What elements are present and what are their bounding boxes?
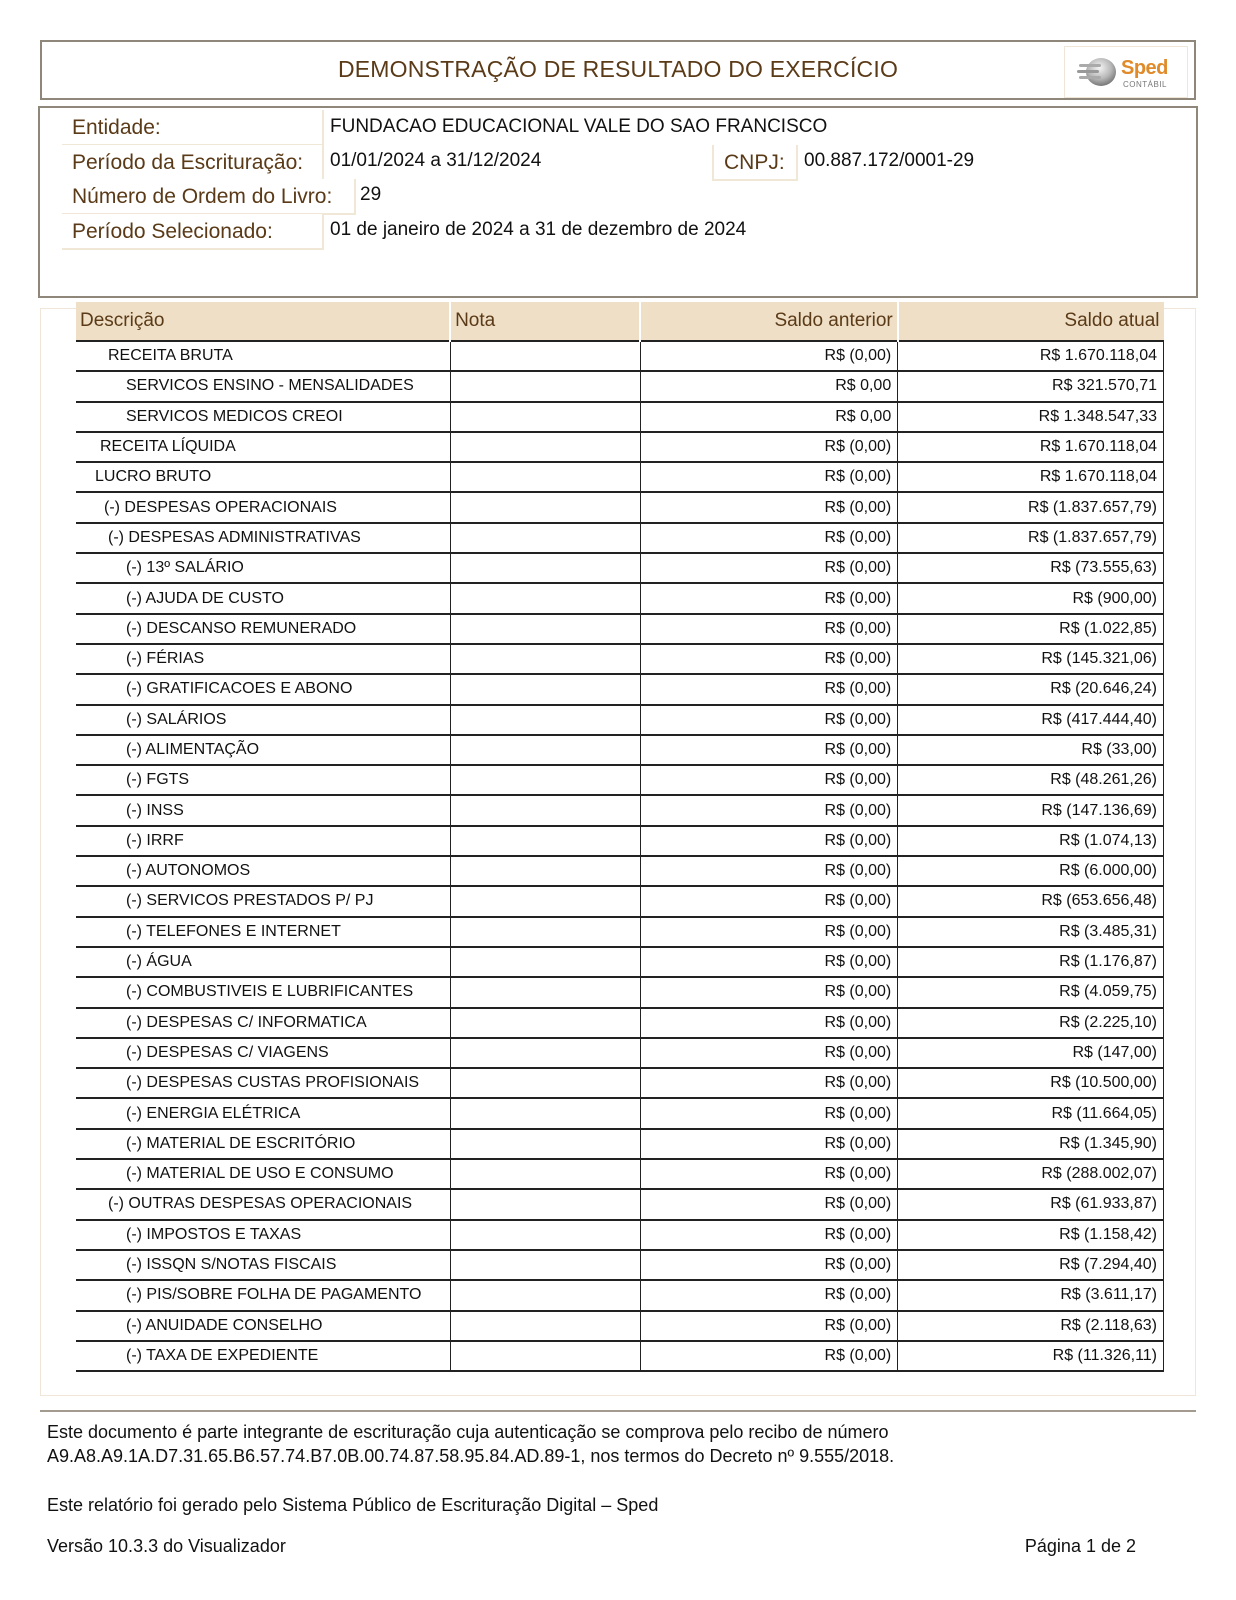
periodo-escrituracao-label: Período da Escrituração:	[62, 145, 324, 181]
periodo-escrituracao-value: 01/01/2024 a 31/12/2024	[330, 150, 542, 171]
cell-saldo-atual: R$ (10.500,00)	[898, 1068, 1164, 1098]
cell-saldo-atual: R$ (2.118,63)	[898, 1311, 1164, 1341]
cell-descricao: (-) DESPESAS C/ VIAGENS	[76, 1038, 450, 1068]
table-row	[76, 614, 1164, 644]
cell-saldo-atual: R$ (288.002,07)	[898, 1159, 1164, 1189]
auth-text-line1: Este documento é parte integrante de escrituração cuja autenticação se comprova pelo recibo de número	[47, 1422, 889, 1442]
cell-saldo-atual: R$ (1.022,85)	[898, 614, 1164, 644]
cell-nota	[450, 1280, 640, 1310]
table-row	[76, 523, 1164, 553]
cell-nota	[450, 1341, 640, 1371]
cell-descricao: (-) ALIMENTAÇÃO	[76, 735, 450, 765]
page-title: DEMONSTRAÇÃO DE RESULTADO DO EXERCÍCIO	[337, 56, 899, 82]
cell-nota	[450, 341, 640, 371]
cell-nota	[450, 492, 640, 522]
cell-descricao: SERVICOS MEDICOS CREOI	[76, 402, 450, 432]
cell-saldo-atual: R$ (2.225,10)	[898, 1008, 1164, 1038]
cell-saldo-anterior: R$ (0,00)	[640, 856, 898, 886]
cell-nota	[450, 795, 640, 825]
cell-descricao: (-) GRATIFICACOES E ABONO	[76, 674, 450, 704]
dre-table	[76, 302, 1164, 1372]
col-header-saldo-anterior: Saldo anterior	[640, 302, 898, 341]
cell-nota	[450, 1250, 640, 1280]
cell-saldo-atual: R$ (48.261,26)	[898, 765, 1164, 795]
cell-saldo-anterior: R$ (0,00)	[640, 977, 898, 1007]
cell-saldo-anterior: R$ (0,00)	[640, 765, 898, 795]
cell-saldo-anterior: R$ 0,00	[640, 402, 898, 432]
cell-saldo-anterior: R$ (0,00)	[640, 735, 898, 765]
cell-descricao: (-) SERVICOS PRESTADOS P/ PJ	[76, 886, 450, 916]
sped-contabil-logo	[1064, 46, 1188, 98]
cell-descricao: (-) INSS	[76, 795, 450, 825]
cell-saldo-anterior: R$ (0,00)	[640, 1129, 898, 1159]
cell-saldo-atual: R$ (11.664,05)	[898, 1098, 1164, 1128]
cell-saldo-anterior: R$ (0,00)	[640, 1280, 898, 1310]
cell-saldo-anterior: R$ (0,00)	[640, 674, 898, 704]
table-row	[76, 644, 1164, 674]
cell-nota	[450, 1008, 640, 1038]
cell-descricao: (-) FGTS	[76, 765, 450, 795]
cell-saldo-anterior: R$ (0,00)	[640, 795, 898, 825]
cell-saldo-anterior: R$ (0,00)	[640, 492, 898, 522]
cell-saldo-anterior: R$ (0,00)	[640, 1220, 898, 1250]
cell-saldo-anterior: R$ (0,00)	[640, 705, 898, 735]
table-row	[76, 553, 1164, 583]
cell-descricao: (-) DESPESAS ADMINISTRATIVAS	[76, 523, 450, 553]
table-row	[76, 1220, 1164, 1250]
cell-descricao: (-) DESCANSO REMUNERADO	[76, 614, 450, 644]
logo-subtitle: CONTÁBIL	[1123, 80, 1168, 89]
cell-saldo-atual: R$ (900,00)	[898, 583, 1164, 613]
cell-saldo-atual: R$ (417.444,40)	[898, 705, 1164, 735]
cell-descricao: LUCRO BRUTO	[76, 462, 450, 492]
table-row	[76, 1250, 1164, 1280]
entidade-label: Entidade:	[62, 110, 324, 146]
cell-saldo-anterior: R$ (0,00)	[640, 523, 898, 553]
cell-descricao: (-) MATERIAL DE USO E CONSUMO	[76, 1159, 450, 1189]
cell-saldo-atual: R$ (11.326,11)	[898, 1341, 1164, 1371]
table-row	[76, 1068, 1164, 1098]
cell-saldo-atual: R$ 1.670.118,04	[898, 462, 1164, 492]
cell-saldo-anterior: R$ (0,00)	[640, 917, 898, 947]
col-header-descricao: Descrição	[76, 302, 450, 341]
cell-descricao: (-) COMBUSTIVEIS E LUBRIFICANTES	[76, 977, 450, 1007]
cell-saldo-anterior: R$ (0,00)	[640, 886, 898, 916]
sped-sphere-icon	[1075, 57, 1119, 87]
cell-nota	[450, 735, 640, 765]
table-row	[76, 917, 1164, 947]
cell-nota	[450, 947, 640, 977]
logo-brand: Sped	[1121, 57, 1168, 79]
cell-saldo-atual: R$ (3.611,17)	[898, 1280, 1164, 1310]
cell-nota	[450, 523, 640, 553]
cell-saldo-anterior: R$ (0,00)	[640, 1311, 898, 1341]
table-row	[76, 1008, 1164, 1038]
report-header	[40, 40, 1196, 100]
cell-saldo-anterior: R$ (0,00)	[640, 462, 898, 492]
cell-saldo-atual: R$ (1.158,42)	[898, 1220, 1164, 1250]
table-row	[76, 402, 1164, 432]
cnpj-value: 00.887.172/0001-29	[804, 150, 975, 171]
cell-nota	[450, 886, 640, 916]
cell-descricao: (-) DESPESAS OPERACIONAIS	[76, 492, 450, 522]
table-row	[76, 1341, 1164, 1371]
cell-saldo-atual: R$ (20.646,24)	[898, 674, 1164, 704]
table-row	[76, 674, 1164, 704]
cell-descricao: (-) PIS/SOBRE FOLHA DE PAGAMENTO	[76, 1280, 450, 1310]
cell-saldo-atual: R$ 1.670.118,04	[898, 432, 1164, 462]
cell-descricao: SERVICOS ENSINO - MENSALIDADES	[76, 371, 450, 401]
cell-descricao: (-) OUTRAS DESPESAS OPERACIONAIS	[76, 1189, 450, 1219]
cell-descricao: (-) SALÁRIOS	[76, 705, 450, 735]
cnpj-label: CNPJ:	[712, 145, 798, 181]
table-row	[76, 765, 1164, 795]
cell-descricao: RECEITA BRUTA	[76, 341, 450, 371]
cell-descricao: (-) MATERIAL DE ESCRITÓRIO	[76, 1129, 450, 1159]
cell-descricao: (-) ANUIDADE CONSELHO	[76, 1311, 450, 1341]
cell-saldo-atual: R$ (33,00)	[898, 735, 1164, 765]
table-row	[76, 1159, 1164, 1189]
cell-saldo-anterior: R$ (0,00)	[640, 1008, 898, 1038]
cell-saldo-atual: R$ (1.837.657,79)	[898, 523, 1164, 553]
cell-descricao: RECEITA LÍQUIDA	[76, 432, 450, 462]
table-row	[76, 432, 1164, 462]
table-row	[76, 1129, 1164, 1159]
cell-descricao: (-) ENERGIA ELÉTRICA	[76, 1098, 450, 1128]
version-text: Versão 10.3.3 do Visualizador	[47, 1536, 286, 1556]
table-header-row	[76, 302, 1164, 341]
cell-saldo-atual: R$ (3.485,31)	[898, 917, 1164, 947]
cell-saldo-anterior: R$ (0,00)	[640, 583, 898, 613]
cell-nota	[450, 705, 640, 735]
cell-saldo-atual: R$ (145.321,06)	[898, 644, 1164, 674]
footer-divider	[40, 1410, 1196, 1412]
table-row	[76, 1189, 1164, 1219]
cell-descricao: (-) DESPESAS C/ INFORMATICA	[76, 1008, 450, 1038]
cell-nota	[450, 402, 640, 432]
cell-saldo-anterior: R$ (0,00)	[640, 644, 898, 674]
cell-nota	[450, 1189, 640, 1219]
cell-nota	[450, 462, 640, 492]
col-header-nota: Nota	[450, 302, 640, 341]
cell-saldo-anterior: R$ (0,00)	[640, 432, 898, 462]
cell-saldo-anterior: R$ (0,00)	[640, 1250, 898, 1280]
table-row	[76, 583, 1164, 613]
periodo-selecionado-value: 01 de janeiro de 2024 a 31 de dezembro de 2024	[330, 219, 747, 240]
cell-descricao: (-) ÁGUA	[76, 947, 450, 977]
cell-nota	[450, 977, 640, 1007]
cell-nota	[450, 826, 640, 856]
table-row	[76, 977, 1164, 1007]
cell-saldo-anterior: R$ (0,00)	[640, 1098, 898, 1128]
cell-nota	[450, 1159, 640, 1189]
cell-nota	[450, 1038, 640, 1068]
cell-saldo-atual: R$ (6.000,00)	[898, 856, 1164, 886]
table-row	[76, 795, 1164, 825]
cell-saldo-atual: R$ (1.074,13)	[898, 826, 1164, 856]
cell-descricao: (-) FÉRIAS	[76, 644, 450, 674]
cell-nota	[450, 614, 640, 644]
cell-saldo-atual: R$ (1.176,87)	[898, 947, 1164, 977]
cell-saldo-atual: R$ (61.933,87)	[898, 1189, 1164, 1219]
cell-nota	[450, 1068, 640, 1098]
cell-saldo-anterior: R$ 0,00	[640, 371, 898, 401]
table-row	[76, 735, 1164, 765]
cell-descricao: (-) IMPOSTOS E TAXAS	[76, 1220, 450, 1250]
cell-saldo-anterior: R$ (0,00)	[640, 1159, 898, 1189]
cell-nota	[450, 1098, 640, 1128]
cell-nota	[450, 553, 640, 583]
cell-saldo-atual: R$ (147.136,69)	[898, 795, 1164, 825]
cell-saldo-atual: R$ 1.348.547,33	[898, 402, 1164, 432]
periodo-selecionado-label: Período Selecionado:	[62, 214, 324, 250]
cell-saldo-anterior: R$ (0,00)	[640, 826, 898, 856]
cell-nota	[450, 765, 640, 795]
cell-saldo-anterior: R$ (0,00)	[640, 1068, 898, 1098]
cell-saldo-anterior: R$ (0,00)	[640, 341, 898, 371]
cell-saldo-anterior: R$ (0,00)	[640, 1341, 898, 1371]
cell-nota	[450, 644, 640, 674]
cell-descricao: (-) DESPESAS CUSTAS PROFISIONAIS	[76, 1068, 450, 1098]
cell-nota	[450, 1311, 640, 1341]
cell-saldo-anterior: R$ (0,00)	[640, 1038, 898, 1068]
entidade-value: FUNDACAO EDUCACIONAL VALE DO SAO FRANCISCO	[330, 116, 828, 137]
generated-by-text: Este relatório foi gerado pelo Sistema Público de Escrituração Digital – Sped	[47, 1495, 659, 1515]
cell-saldo-anterior: R$ (0,00)	[640, 947, 898, 977]
cell-saldo-anterior: R$ (0,00)	[640, 614, 898, 644]
table-row	[76, 826, 1164, 856]
table-row	[76, 947, 1164, 977]
page-number: Página 1 de 2	[1024, 1536, 1136, 1556]
cell-descricao: (-) TELEFONES E INTERNET	[76, 917, 450, 947]
cell-nota	[450, 917, 640, 947]
cell-saldo-atual: R$ (147,00)	[898, 1038, 1164, 1068]
numero-ordem-label: Número de Ordem do Livro:	[62, 179, 356, 215]
cell-descricao: (-) TAXA DE EXPEDIENTE	[76, 1341, 450, 1371]
table-row	[76, 1280, 1164, 1310]
cell-descricao: (-) ISSQN S/NOTAS FISCAIS	[76, 1250, 450, 1280]
cell-saldo-anterior: R$ (0,00)	[640, 553, 898, 583]
cell-saldo-anterior: R$ (0,00)	[640, 1189, 898, 1219]
cell-descricao: (-) AUTONOMOS	[76, 856, 450, 886]
cell-saldo-atual: R$ 321.570,71	[898, 371, 1164, 401]
col-header-saldo-atual: Saldo atual	[898, 302, 1164, 341]
cell-saldo-atual: R$ (4.059,75)	[898, 977, 1164, 1007]
cell-saldo-atual: R$ (653.656,48)	[898, 886, 1164, 916]
table-row	[76, 1038, 1164, 1068]
cell-nota	[450, 674, 640, 704]
cell-descricao: (-) IRRF	[76, 826, 450, 856]
entity-info-panel	[38, 106, 1198, 298]
table-row	[76, 705, 1164, 735]
table-row	[76, 371, 1164, 401]
cell-saldo-atual: R$ 1.670.118,04	[898, 341, 1164, 371]
cell-saldo-atual: R$ (1.345,90)	[898, 1129, 1164, 1159]
numero-ordem-value: 29	[360, 184, 382, 205]
cell-saldo-atual: R$ (7.294,40)	[898, 1250, 1164, 1280]
table-row	[76, 462, 1164, 492]
cell-nota	[450, 856, 640, 886]
cell-descricao: (-) 13º SALÁRIO	[76, 553, 450, 583]
cell-descricao: (-) AJUDA DE CUSTO	[76, 583, 450, 613]
cell-saldo-atual: R$ (73.555,63)	[898, 553, 1164, 583]
cell-nota	[450, 583, 640, 613]
table-row	[76, 886, 1164, 916]
table-row	[76, 1311, 1164, 1341]
cell-nota	[450, 371, 640, 401]
cell-nota	[450, 432, 640, 462]
table-row	[76, 1098, 1164, 1128]
table-row	[76, 341, 1164, 371]
cell-saldo-atual: R$ (1.837.657,79)	[898, 492, 1164, 522]
table-row	[76, 856, 1164, 886]
cell-nota	[450, 1220, 640, 1250]
cell-nota	[450, 1129, 640, 1159]
auth-text-line2: A9.A8.A9.1A.D7.31.65.B6.57.74.B7.0B.00.74.87.58.95.84.AD.89-1, nos termos do Decreto nº 9.555/2018.	[47, 1446, 895, 1466]
table-row	[76, 492, 1164, 522]
